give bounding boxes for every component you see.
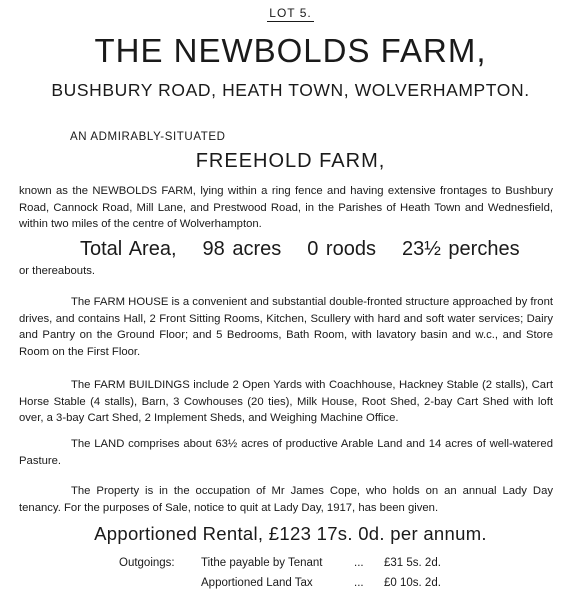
outgoing-item-amount: £0 10s. 2d. [384,577,441,589]
subtitle: AN ADMIRABLY-SITUATED [70,131,226,143]
outgoings-label: Outgoings: [119,557,175,569]
intro-paragraph: known as the NEWBOLDS FARM, lying within a ring fence and having extensive frontages to Bushbury Road, Cannock Road, Mill Lane, and Prestwood Road, in the Parishes of Heath Town and Wednesfield, within two miles of the centre of Wolverhampton. [19,185,553,230]
occupation-paragraph: The Property is in the occupation of Mr James Cope, who holds on an annual Lady Day tenancy. For the purposes of Sale, notice to quit at Lady Day, 1917, has been given. [19,485,553,514]
farm-buildings-paragraph: The FARM BUILDINGS include 2 Open Yards with Coachhouse, Hackney Stable (2 stalls), Cart Horse Stable (4 stalls), Barn, 3 Cowhouses (20 ties), Milk House, Root Shed, 2-bay Cart Shed with loft over, a 3-bay Cart Shed, 2 Implement Sheds, and Weighing Machine Office. [19,379,553,424]
outgoing-item-amount: £31 5s. 2d. [384,557,441,569]
thereabouts-text: or thereabouts. [19,265,95,277]
lot-number [0,6,581,20]
heading: FREEHOLD FARM, [195,150,386,172]
total-area-roods: 0 roods [307,238,376,260]
apportioned-rental: Apportioned Rental, £123 17s. 0d. per annum. [94,523,487,544]
total-area-label: Total Area, [80,238,177,260]
outgoing-item-name: Tithe payable by Tenant [201,557,323,569]
farm-house-paragraph: The FARM HOUSE is a convenient and substantial double-fronted structure approached by front drives, and contains Hall, 2 Front Sitting Rooms, Kitchen, Scullery with hard and soft water services; Dairy and Pantry on the Ground Floor; and 5 Bedrooms, Bath Room, with lavatory basin and w.c., and Store Room on the First Floor. [19,296,553,358]
total-area-acres: 98 acres [202,238,282,260]
outgoing-item-leader: ... [354,557,364,569]
outgoing-item-leader: ... [354,577,364,589]
lot-number-text: LOT 5. [269,6,312,20]
land-paragraph: The LAND comprises about 63½ acres of productive Arable Land and 14 acres of well-watered Pasture. [19,438,553,467]
page-title: THE NEWBOLDS FARM, [94,32,487,69]
total-area [80,238,520,261]
total-area-perches: 23½ perches [401,238,520,260]
address-line: BUSHBURY ROAD, HEATH TOWN, WOLVERHAMPTON. [51,80,530,100]
outgoing-item-name: Apportioned Land Tax [201,577,313,589]
